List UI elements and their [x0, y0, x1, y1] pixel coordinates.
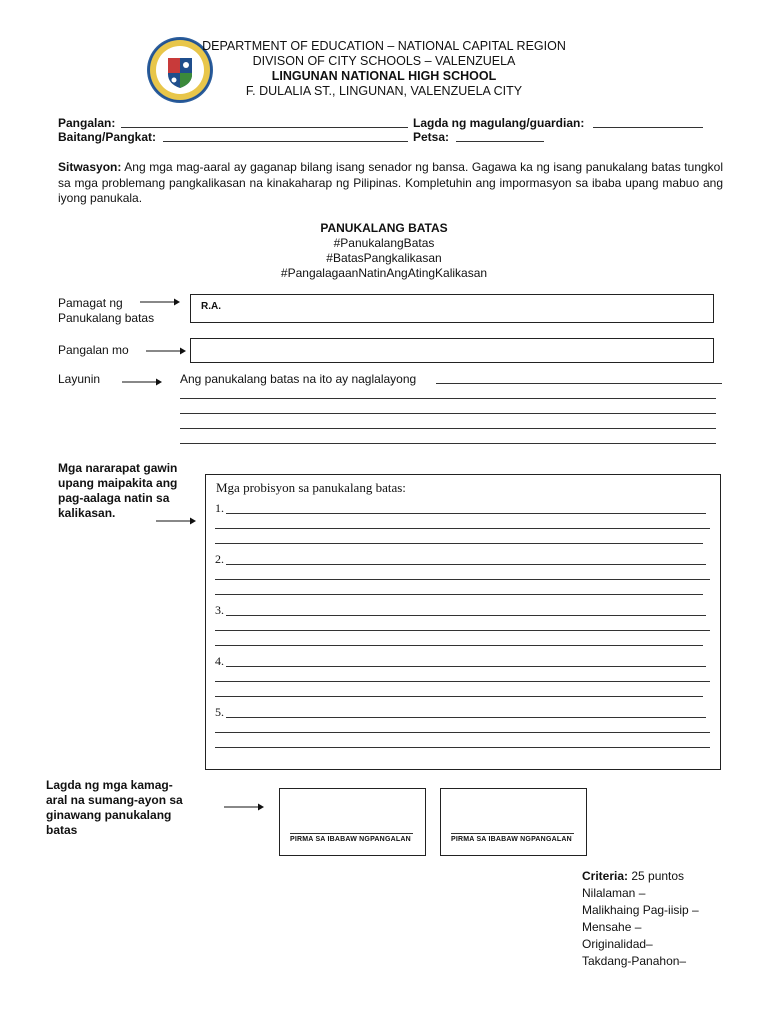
header-division: DIVISON OF CITY SCHOOLS – VALENZUELA — [252, 54, 516, 68]
provision-line[interactable] — [226, 513, 706, 514]
arrow-icon — [146, 346, 186, 356]
title-tag1: #PanukalangBatas — [333, 236, 435, 250]
lagda-guardian-label: Lagda ng magulang/guardian: — [413, 116, 585, 130]
arrow-icon — [140, 297, 180, 307]
arrow-icon — [224, 802, 264, 812]
petsa-field[interactable] — [456, 141, 544, 142]
layunin-line[interactable] — [180, 413, 716, 414]
pamagat-input[interactable] — [190, 294, 714, 323]
petsa-label: Petsa: — [413, 130, 450, 144]
header-department: DEPARTMENT OF EDUCATION – NATIONAL CAPITAL REGION — [202, 39, 566, 53]
provision-line[interactable] — [215, 696, 703, 697]
signature-caption: PIRMA SA IBABAW NGPANGALAN — [290, 836, 411, 843]
lagda-guardian-field[interactable] — [593, 127, 703, 128]
layunin-text: Ang panukalang batas na ito ay naglalayong — [180, 372, 417, 386]
header-school: LINGUNAN NATIONAL HIGH SCHOOL — [271, 69, 497, 83]
header-address: F. DULALIA ST., LINGUNAN, VALENZUELA CITY — [245, 84, 523, 98]
provision-number: 4. — [215, 654, 224, 668]
criteria-label: Criteria: — [582, 869, 629, 883]
criteria-item: Originalidad– — [582, 937, 653, 951]
provisions-title: Mga probisyon sa panukalang batas: — [216, 480, 406, 495]
pangalan-mo-label: Pangalan mo — [58, 343, 129, 357]
signature-caption: PIRMA SA IBABAW NGPANGALAN — [451, 836, 572, 843]
pamagat-label-line1: Pamagat ng — [58, 296, 123, 310]
title-tag2: #BatasPangkalikasan — [326, 251, 442, 265]
provision-number: 3. — [215, 603, 224, 617]
arrow-icon — [156, 516, 196, 526]
baitang-label: Baitang/Pangkat: — [58, 130, 157, 144]
provision-line[interactable] — [215, 681, 710, 682]
layunin-line[interactable] — [180, 443, 716, 444]
pangalan-field[interactable] — [121, 127, 408, 128]
provisions-box — [205, 474, 721, 770]
provisions-side-label: Mga nararapat gawin upang maipakita ang pag-aalaga natin sa kalikasan. — [58, 461, 178, 520]
criteria-points: 25 puntos — [628, 869, 685, 883]
situation-label: Sitwasyon: — [58, 160, 122, 174]
signature-box-1[interactable] — [279, 788, 426, 856]
provision-line[interactable] — [226, 666, 706, 667]
layunin-label: Layunin — [58, 372, 101, 386]
situation-paragraph — [58, 160, 723, 207]
criteria-heading — [582, 868, 699, 885]
baitang-field[interactable] — [163, 141, 408, 142]
pamagat-value: R.A. — [201, 301, 221, 312]
layunin-line[interactable] — [180, 398, 716, 399]
arrow-icon — [122, 377, 162, 387]
criteria-item: Malikhaing Pag-iisip – — [582, 903, 699, 917]
criteria-item: Mensahe – — [582, 920, 642, 934]
provision-line[interactable] — [226, 615, 706, 616]
criteria-item: Takdang-Panahon– — [582, 954, 687, 968]
provision-line[interactable] — [226, 564, 706, 565]
provision-line[interactable] — [215, 594, 703, 595]
provision-line[interactable] — [215, 543, 703, 544]
signature-line — [290, 833, 413, 834]
criteria-item: Nilalaman – — [582, 886, 646, 900]
signatures-side-label: Lagda ng mga kamag-aral na sumang-ayon sa ginawang panukalang batas — [46, 778, 183, 837]
provision-number: 2. — [215, 552, 224, 566]
situation-text: Ang mga mag-aaral ay gaganap bilang isang senador ng bansa. Gagawa ka ng isang panukalang batas tungkol sa mga problemang pangkalikasan na kinakaharap ng Pilipinas. Kompletuhin ang impormasyon sa ibaba upang mabuo ang iyong panukala. — [58, 160, 723, 205]
provision-line[interactable] — [215, 645, 703, 646]
title-tag3: #PangalagaanNatinAngAtingKalikasan — [280, 266, 488, 280]
provision-line[interactable] — [215, 732, 710, 733]
signature-box-2[interactable] — [440, 788, 587, 856]
provision-line[interactable] — [215, 528, 710, 529]
title-main: PANUKALANG BATAS — [320, 221, 448, 235]
provision-line[interactable] — [215, 747, 710, 748]
provision-number: 5. — [215, 705, 224, 719]
provision-line[interactable] — [215, 579, 710, 580]
pangalan-label: Pangalan: — [58, 116, 116, 130]
pangalan-mo-input[interactable] — [190, 338, 714, 363]
signature-line — [451, 833, 574, 834]
provision-line[interactable] — [215, 630, 710, 631]
criteria-block — [582, 868, 699, 970]
pamagat-label-line2: Panukalang batas — [58, 311, 155, 325]
provision-number: 1. — [215, 501, 224, 515]
provision-line[interactable] — [226, 717, 706, 718]
layunin-line[interactable] — [180, 428, 716, 429]
layunin-line[interactable] — [436, 383, 722, 384]
